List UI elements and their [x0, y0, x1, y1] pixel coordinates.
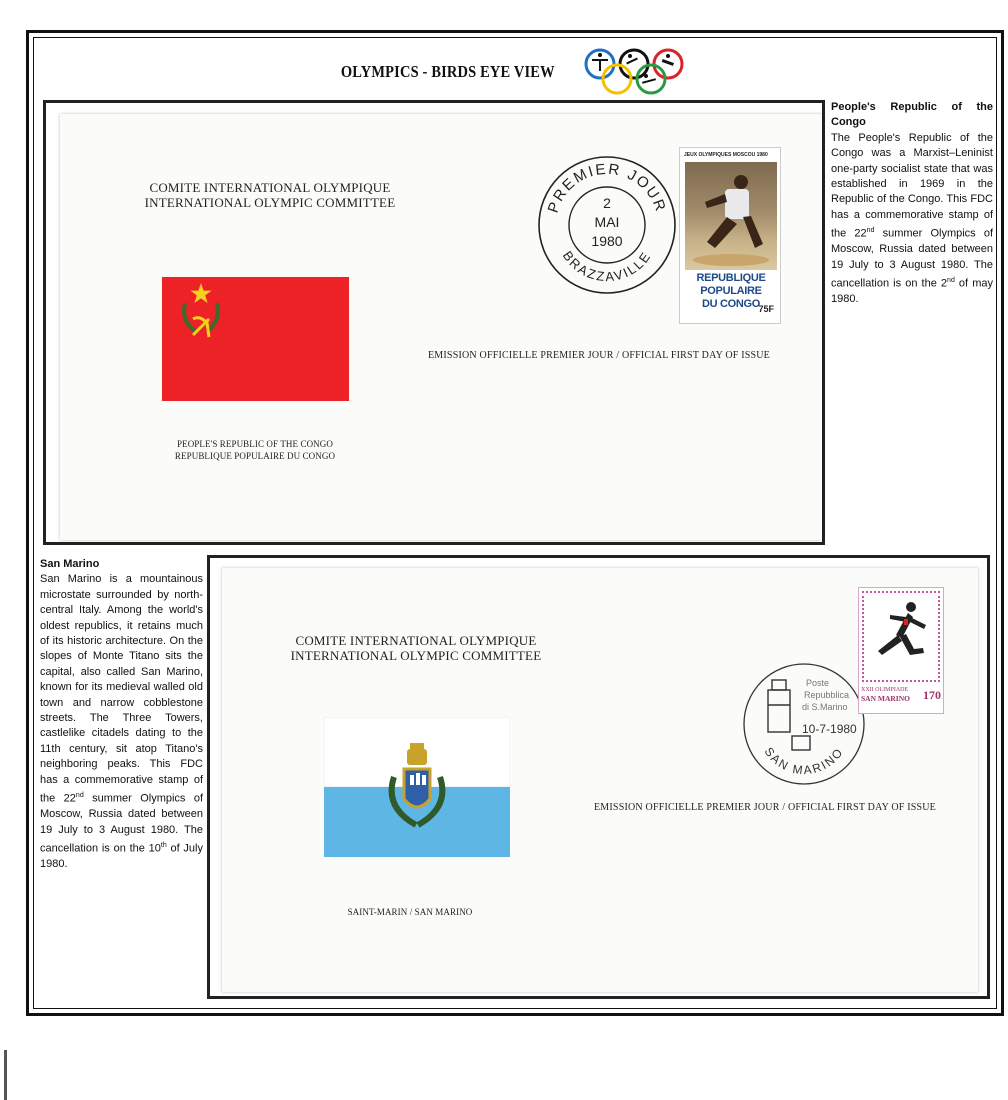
runner-icon	[864, 593, 938, 680]
committee-en: INTERNATIONAL OLYMPIC COMMITTEE	[290, 648, 542, 663]
stamp-header: JEUX OLYMPIQUES MOSCOU 1980	[684, 152, 768, 158]
congo-postmark	[532, 150, 682, 296]
page-header	[0, 44, 1008, 100]
san-marino-description	[40, 557, 203, 872]
congo-description	[831, 100, 993, 308]
stamp-country-line2: DU CONGO	[701, 298, 761, 310]
congo-committee-heading	[135, 180, 405, 210]
congo-stamp	[679, 147, 781, 324]
stamp-country-line1: REPUBLIQUE POPULAIRE	[696, 272, 766, 297]
congo-description-heading: People's Republic of the Congo	[831, 101, 993, 129]
congo-body-2: summer Olympics of Moscow, Russia dated between 19 July to 3 August 1980. The cancellation is on the 2	[831, 227, 993, 290]
long-jump-athlete-icon	[685, 162, 777, 270]
congo-description-body	[831, 131, 993, 308]
sm-body-3: of July 1980.	[40, 842, 203, 871]
country-en: PEOPLE'S REPUBLIC OF THE CONGO	[177, 439, 333, 449]
committee-fr: COMITE INTERNATIONAL OLYMPIQUE	[149, 180, 391, 195]
sm-body-2: summer Olympics of Moscow, Russia dated between 19 July to 3 August 1980. The cancellation is on the 10	[40, 792, 203, 855]
congo-ord-2: nd	[947, 277, 955, 285]
country-fr: REPUBLIQUE POPULAIRE DU CONGO	[174, 451, 336, 461]
athlete-photo	[685, 162, 777, 270]
page-title: OLYMPICS - BIRDS EYE VIEW	[341, 62, 555, 81]
postmark-date: 10-7-1980	[802, 722, 857, 736]
san-marino-postmark	[738, 660, 870, 790]
svg-text:BRAZZAVILLE	[560, 248, 654, 284]
congo-country-caption	[150, 438, 360, 462]
stamp-value: 170	[923, 688, 941, 702]
postmark-line2: Repubblica	[804, 690, 850, 700]
committee-fr: COMITE INTERNATIONAL OLYMPIQUE	[295, 633, 537, 648]
stamp-value: 75F	[758, 304, 774, 314]
committee-en: INTERNATIONAL OLYMPIC COMMITTEE	[144, 195, 396, 210]
sm-ord-1: nd	[75, 792, 84, 800]
san-marino-stamp	[858, 587, 944, 714]
postmark-line3: di S.Marino	[802, 702, 848, 712]
binder-edge	[4, 1050, 7, 1100]
congo-ord-1: nd	[866, 227, 875, 235]
stamp-frame	[862, 591, 940, 682]
congo-flag	[162, 277, 349, 401]
congo-body-1: The People's Republic of the Congo was a Marxist–Leninist one-party socialist state that was established in 1969 in the Republic of the Congo. This FDC has a commemorative stamp of the 22	[831, 131, 993, 240]
congo-emission-text: EMISSION OFFICIELLE PREMIER JOUR / OFFICIAL FIRST DAY OF ISSUE	[428, 350, 770, 361]
congo-body-3: of may 1980.	[831, 277, 993, 306]
postmark-bottom-text: SAN MARINO	[761, 744, 847, 778]
postmark-year: 1980	[591, 233, 623, 249]
san-marino-committee-heading	[280, 633, 552, 663]
olympic-rings-icon	[582, 46, 686, 98]
postmark-bottom-text: BRAZZAVILLE	[559, 248, 655, 285]
postmark-top-text: PREMIER JOUR	[544, 160, 670, 216]
stamp-olympiad: XXII OLIMPIADE	[861, 687, 909, 693]
san-marino-flag	[324, 717, 510, 857]
postmark-line1: Poste	[806, 678, 830, 688]
sm-ord-2: th	[160, 841, 167, 849]
postmark-day: 2	[603, 195, 611, 211]
san-marino-emission-text: EMISSION OFFICIELLE PREMIER JOUR / OFFICIAL FIRST DAY OF ISSUE	[594, 802, 936, 813]
san-marino-description-heading: San Marino	[40, 558, 100, 570]
postmark-month: MAI	[594, 214, 620, 230]
san-marino-country-caption: SAINT-MARIN / SAN MARINO	[347, 907, 473, 917]
san-marino-description-body	[40, 572, 203, 872]
stamp-country: SAN MARINO	[861, 694, 910, 703]
sm-body-1: San Marino is a mountainous microstate surrounded by north-central Italy. Among the world's oldest republics, it retains much of its historic architecture. On the slopes of Monte Titano sits the capital, also called San Marino, known for its medieval walled old town and narrow cobblestone streets. The Three Towers, castlelike citadels dating to the 11th century, sit atop Titano's neighboring peaks. This FDC has a commemorative stamp of the 22	[40, 573, 203, 805]
